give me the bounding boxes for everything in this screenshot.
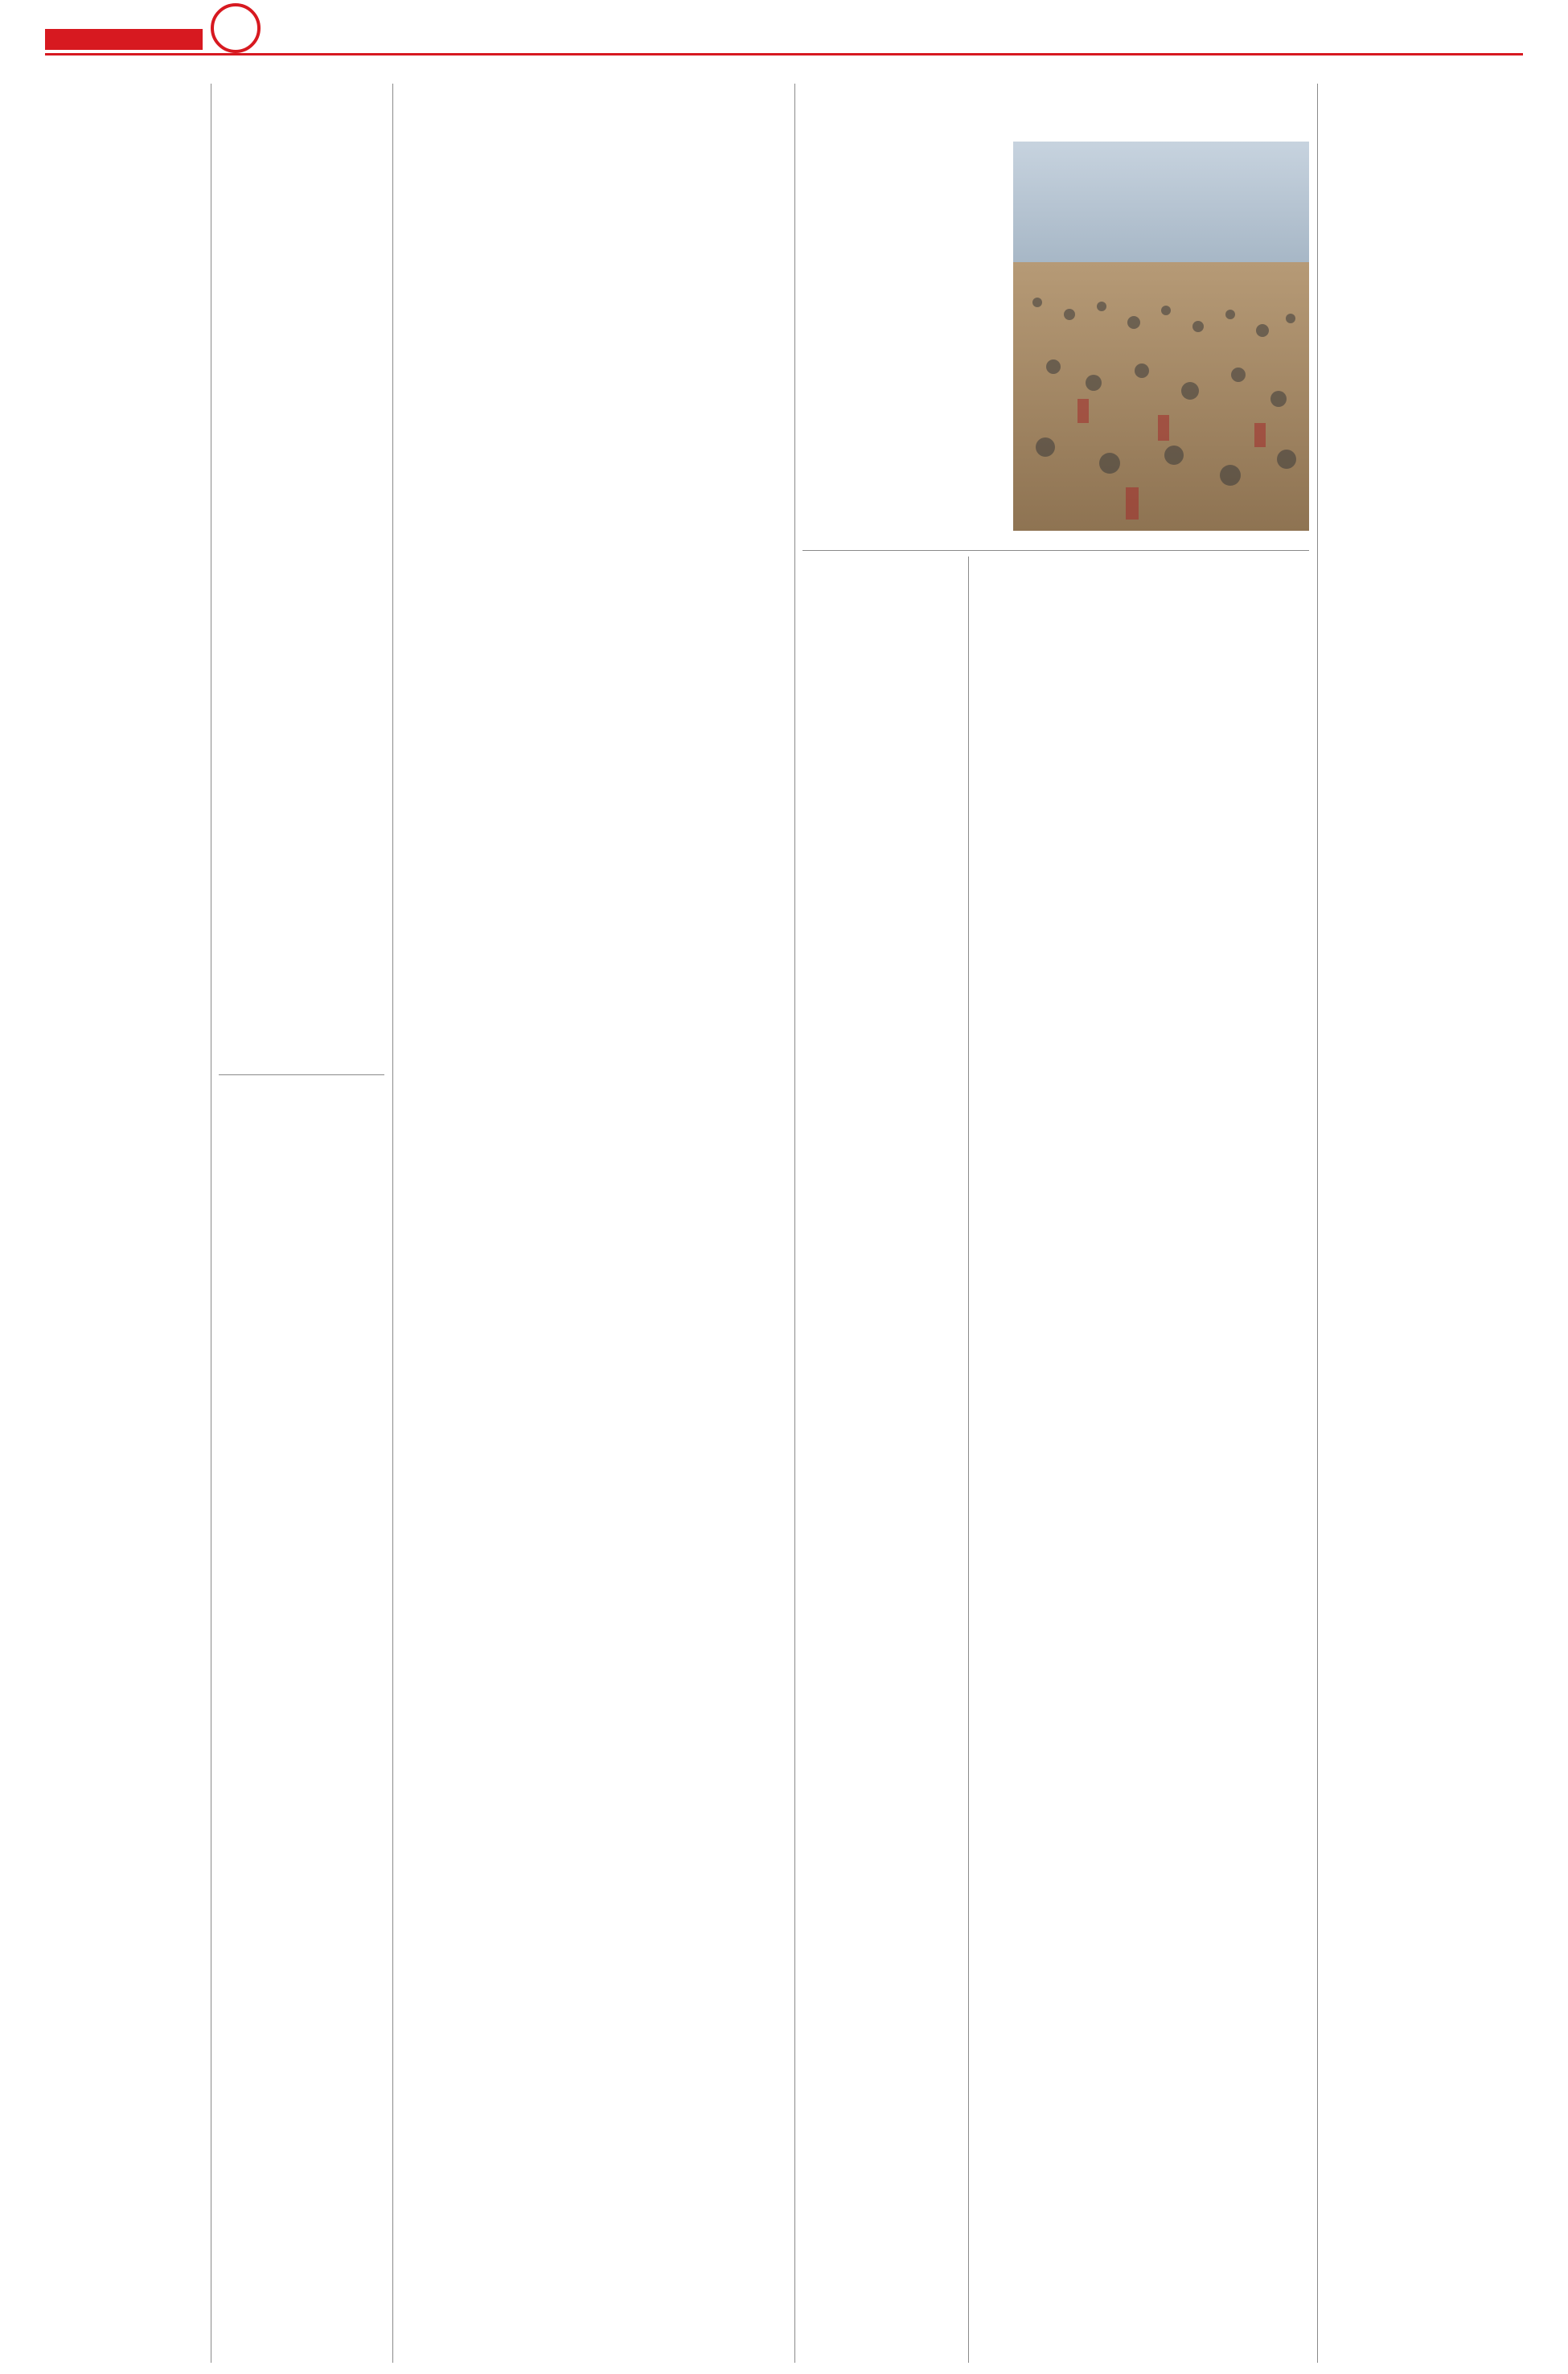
header-rule — [45, 53, 1523, 55]
right-column — [976, 557, 1309, 2363]
story-divider — [802, 550, 1309, 551]
mid-column — [802, 557, 960, 2363]
crowd-beach-photo — [1013, 142, 1309, 531]
far-right-column — [1325, 84, 1523, 2363]
main-body — [802, 159, 1004, 528]
page-header — [0, 0, 1568, 95]
story-divider — [219, 1074, 384, 1075]
header-date-bar — [45, 29, 203, 50]
icpc-body — [219, 177, 384, 1070]
sale-column — [219, 1468, 384, 2031]
buet-body — [219, 1102, 384, 1436]
page-number-badge — [211, 3, 261, 53]
classified-column — [45, 119, 203, 2363]
column-rule — [794, 84, 795, 2363]
column-rule — [1317, 84, 1318, 2363]
column-rule — [392, 84, 393, 2363]
column-rule — [968, 557, 969, 2363]
center-column — [400, 84, 786, 2363]
main-photo — [1013, 142, 1309, 531]
misc-column — [219, 2064, 384, 2363]
